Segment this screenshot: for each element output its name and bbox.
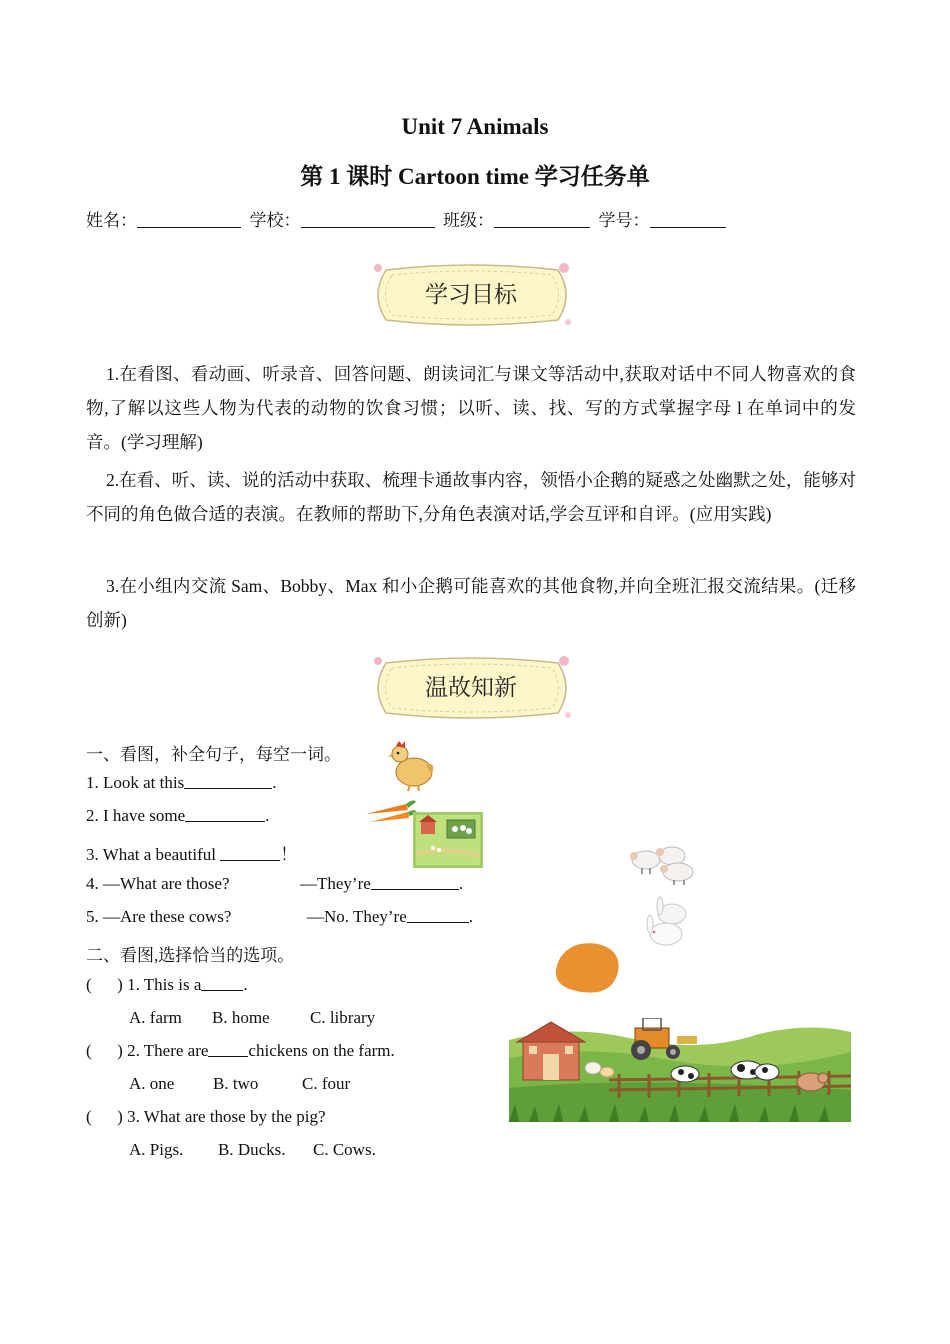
part1-q3 <box>86 840 297 865</box>
p2-q3-opt-b: B. Ducks. <box>218 1140 286 1159</box>
banner-learning-goals <box>368 262 574 328</box>
name-blank[interactable] <box>137 211 241 228</box>
part1-heading: 一、看图，补全句子，每空一词。 <box>86 745 341 764</box>
part1-q4-answer <box>300 874 463 894</box>
q2-end: . <box>265 806 270 825</box>
p2-q2-blank <box>208 1041 248 1057</box>
carrots-icon <box>362 796 418 826</box>
q4-blank[interactable] <box>371 874 459 890</box>
school-label: 学校： <box>249 211 301 230</box>
name-label: 姓名： <box>86 211 137 230</box>
p2-q1-opt-b: B. home <box>212 1008 270 1027</box>
q5-question: 5. —Are these cows? <box>86 907 232 926</box>
q3-answer-paren[interactable]: ( ) <box>86 1107 123 1126</box>
p2-q2-end: chickens on the farm. <box>248 1041 395 1060</box>
part1-q5 <box>86 907 231 927</box>
banner-review <box>368 655 574 721</box>
part1-q4 <box>86 874 230 894</box>
q2-answer-paren[interactable]: ( ) <box>86 1041 123 1060</box>
q1-answer-paren[interactable]: ( ) <box>86 975 123 994</box>
q5-answer-text: —No. They’re <box>307 907 407 926</box>
p2-q1-text: 1. This is a <box>127 975 202 994</box>
goal-2: 2.在看、听、读、说的活动中获取、梳理卡通故事内容，领悟小企鹅的疑惑之处幽默之处，能够对不同的角色做合适的表演。在教师的帮助下,分角色表演对话,学会互评和自评。(应用实践) <box>86 470 856 524</box>
q1-text: 1. Look at this <box>86 773 185 792</box>
q4-end: . <box>458 874 464 893</box>
part2-q3 <box>86 1107 326 1127</box>
p2-q2-text: 2. There are <box>127 1041 209 1060</box>
p2-q1-end: . <box>243 975 248 994</box>
part1-q1 <box>86 773 276 793</box>
banner-review-label: 温故知新 <box>425 675 517 701</box>
banner-learning-goals-label: 学习目标 <box>425 282 517 308</box>
q5-blank[interactable] <box>407 907 469 923</box>
worksheet-subtitle: 第 1 课时 Cartoon time 学习任务单 <box>300 164 650 189</box>
worksheet-title: Unit 7 Animals <box>401 114 549 139</box>
part1-q5-answer <box>307 907 473 927</box>
p2-q3-opt-c: C. Cows. <box>313 1140 376 1159</box>
p2-q1-opt-c: C. library <box>310 1008 376 1027</box>
q4-question: 4. —What are those? <box>86 874 230 893</box>
p2-q2-opt-b: B. two <box>213 1074 259 1093</box>
number-blank[interactable] <box>650 211 726 228</box>
p2-q1-opt-a: A. farm <box>129 1008 182 1027</box>
goal-3: 3.在小组内交流 Sam、Bobby、Max 和小企鹅可能喜欢的其他食物,并向全班汇报交流结果。(迁移创新) <box>86 576 856 630</box>
q1-end: . <box>272 773 277 792</box>
q2-text: 2. I have some <box>86 806 186 825</box>
part1-q2 <box>86 806 269 826</box>
class-label: 班级： <box>443 211 494 230</box>
student-info-line <box>86 206 726 231</box>
q4-answer-text: —They’re <box>300 874 371 893</box>
q3-blank[interactable] <box>220 845 280 861</box>
p2-q1-blank <box>201 975 243 991</box>
orange-blob-icon <box>552 940 622 996</box>
goal-1: 1.在看图、看动画、听录音、回答问题、朗读词汇与课文等活动中,获取对话中不同人物喜欢的食物,了解以这些人物为代表的动物的饮食习惯；以听、读、找、写的方式掌握字母 l 在单词中的发音。(学习理解) <box>86 364 856 452</box>
q2-blank[interactable] <box>185 806 265 822</box>
part2-heading: 二、看图,选择恰当的选项。 <box>86 946 295 965</box>
p2-q2-opt-a: A. one <box>129 1074 175 1093</box>
number-label: 学号： <box>598 211 650 230</box>
p2-q3-text: 3. What are those by the pig? <box>127 1107 326 1126</box>
hen-icon <box>386 738 436 792</box>
q3-text: 3. What a beautiful <box>86 845 221 864</box>
sheep-icon <box>628 842 702 886</box>
rabbits-icon <box>636 894 696 950</box>
q3-end: ！ <box>280 845 298 864</box>
q5-end: . <box>468 907 474 926</box>
q1-blank[interactable] <box>184 773 272 789</box>
p2-q2-opt-c: C. four <box>302 1074 351 1093</box>
farm-scene-illustration <box>509 1018 851 1122</box>
part2-q2 <box>86 1041 395 1061</box>
farm-thumbnail-icon <box>413 812 483 868</box>
school-blank[interactable] <box>301 211 435 228</box>
p2-q3-opt-a: A. Pigs. <box>129 1140 184 1159</box>
class-blank[interactable] <box>494 211 590 228</box>
part2-q1 <box>86 975 248 995</box>
